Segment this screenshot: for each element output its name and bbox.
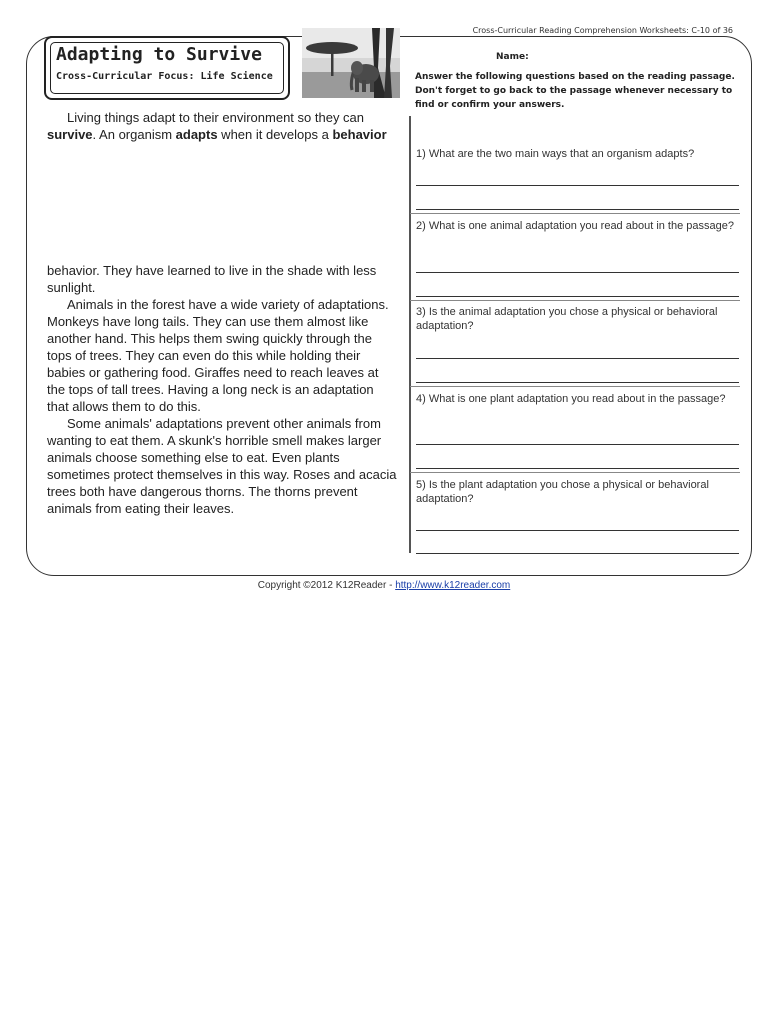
answer-line[interactable]	[416, 530, 739, 531]
answer-line[interactable]	[416, 272, 739, 273]
answer-line[interactable]	[416, 553, 739, 554]
question-separator	[410, 300, 740, 301]
elephant-savanna-photo	[302, 28, 400, 98]
question-1: 1) What are the two main ways that an organism adapts?	[416, 148, 695, 160]
answer-line[interactable]	[416, 358, 739, 359]
passage-text: . An organism	[92, 127, 176, 142]
vocab-behavior: behavior	[332, 127, 387, 142]
answer-line[interactable]	[416, 444, 739, 445]
passage-intro	[47, 109, 397, 143]
vocab-survive: survive	[47, 127, 93, 142]
copyright-text: Copyright ©2012 K12Reader -	[257, 580, 396, 591]
worksheet-series-label: Cross-Curricular Reading Comprehension Worksheets: C-10 of 36	[472, 26, 733, 35]
instructions: Answer the following questions based on the reading passage. Don't forget to go back to the passage whenever necessary to find or confirm your answers.	[415, 72, 735, 110]
answer-line[interactable]	[416, 185, 739, 186]
name-label: Name:	[496, 52, 529, 62]
vocab-adapts: adapts	[175, 127, 218, 142]
passage-paragraph-3: Some animals' adaptations prevent other animals from wanting to eat them. A skunk's horrible smell makes larger animals choose something else to eat. Even plants sometimes protect themselves in this way. Roses and acacia trees both have dangerous thorns. The thorns prevent animals from eating their leaves.	[47, 416, 397, 516]
question-3: 3) Is the animal adaptation you chose a physical or behavioral adaptation?	[416, 306, 718, 332]
answer-line[interactable]	[416, 296, 739, 297]
passage-body	[47, 262, 397, 517]
question-separator	[410, 213, 740, 214]
question-4: 4) What is one plant adaptation you read about in the passage?	[416, 393, 726, 405]
passage-paragraph-1-end: behavior. They have learned to live in the shade with less sunlight.	[47, 263, 377, 295]
passage-paragraph-2: Animals in the forest have a wide variety of adaptations. Monkeys have long tails. They can use them almost like another hand. This helps them swing quickly through the tops of trees. They can even do this while holding their babies or gathering food. Giraffes need to reach leaves at the tops of tall trees. Having a long neck is an adaptation that allows them to do this.	[47, 297, 389, 414]
question-separator	[410, 472, 740, 473]
answer-line[interactable]	[416, 468, 739, 469]
worksheet-focus: Cross-Curricular Focus: Life Science	[56, 71, 273, 82]
question-2: 2) What is one animal adaptation you read about in the passage?	[416, 220, 734, 232]
question-5: 5) Is the plant adaptation you chose a physical or behavioral adaptation?	[416, 479, 709, 505]
answer-line[interactable]	[416, 382, 739, 383]
answer-line[interactable]	[416, 209, 739, 210]
k12reader-link[interactable]: http://www.k12reader.com	[395, 580, 511, 591]
passage-text: when it develops a	[217, 127, 333, 142]
copyright-footer	[0, 580, 768, 591]
title-box	[44, 36, 290, 100]
column-divider	[409, 116, 411, 553]
passage-text: Living things adapt to their environment so they can	[67, 110, 365, 125]
question-separator	[410, 386, 740, 387]
worksheet-title: Adapting to Survive	[56, 44, 262, 65]
